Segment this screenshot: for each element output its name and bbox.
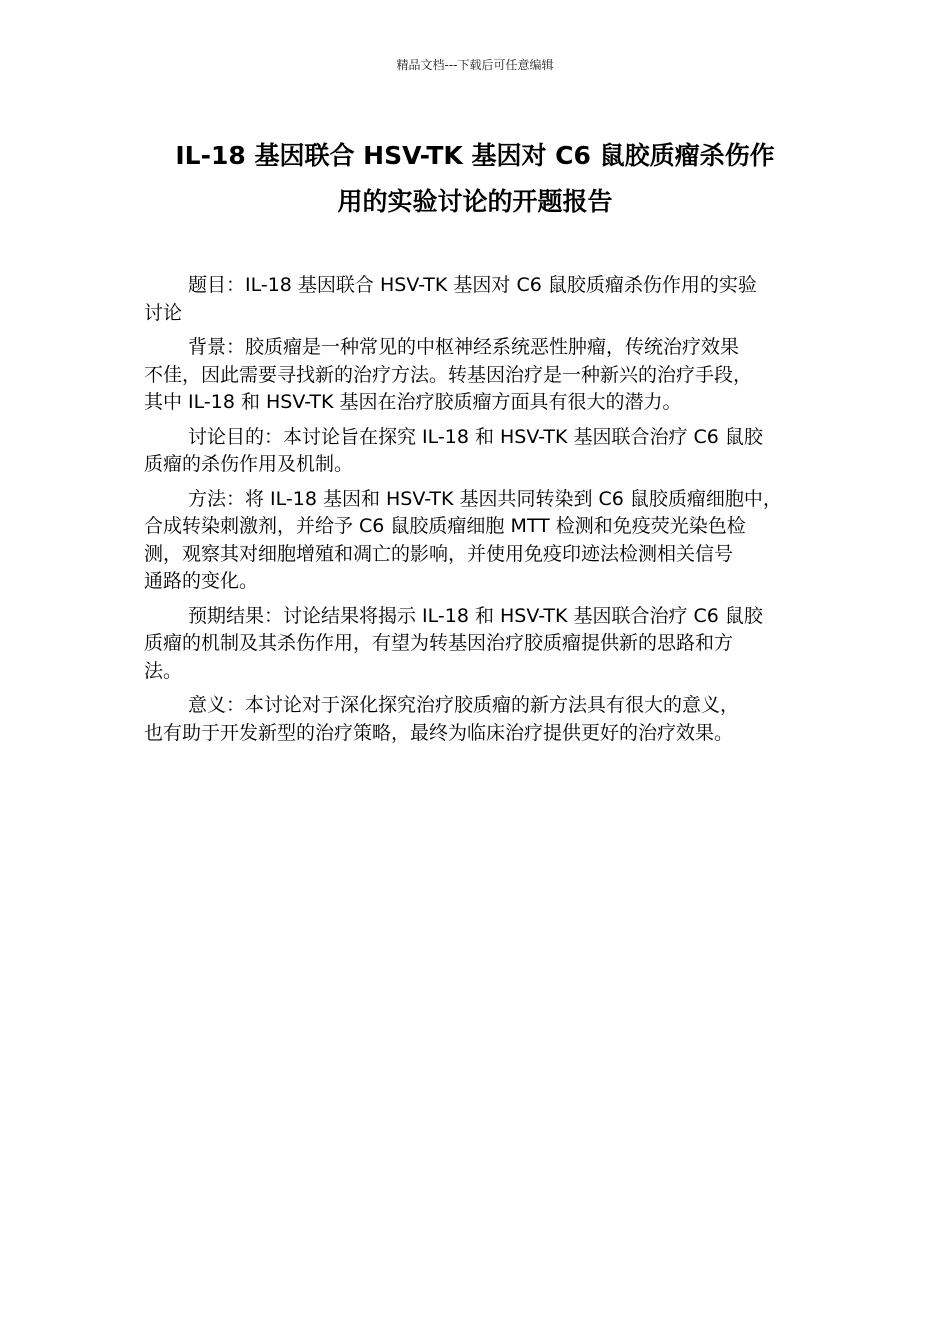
paragraph-line: 讨论 bbox=[144, 301, 183, 324]
paragraph-methods bbox=[144, 486, 816, 596]
paragraph-line: 讨论目的：本讨论旨在探究 IL-18 和 HSV-TK 基因联合治疗 C6 鼠胶 bbox=[188, 425, 763, 448]
paragraph-line: 方法：将 IL-18 基因和 HSV-TK 基因共同转染到 C6 鼠胶质瘤细胞中， bbox=[188, 487, 782, 510]
paragraph-line: 背景：胶质瘤是一种常见的中枢神经系统恶性肿瘤，传统治疗效果 bbox=[188, 336, 740, 358]
paragraph-line: 不佳，因此需要寻找新的治疗方法。转基因治疗是一种新兴的治疗手段， bbox=[144, 363, 753, 386]
paragraph-line: 预期结果：讨论结果将揭示 IL-18 和 HSV-TK 基因联合治疗 C6 鼠胶 bbox=[188, 604, 763, 627]
paragraph-line: 其中 IL-18 和 HSV-TK 基因在治疗胶质瘤方面具有很大的潜力。 bbox=[144, 391, 682, 413]
paragraph-background bbox=[144, 334, 816, 417]
paragraph-line: 法。 bbox=[144, 659, 183, 682]
paragraph-purpose bbox=[144, 424, 816, 479]
paragraph-line: 题目：IL-18 基因联合 HSV-TK 基因对 C6 鼠胶质瘤杀伤作用的实验 bbox=[188, 274, 757, 296]
document-title bbox=[140, 133, 810, 225]
paragraph-significance bbox=[144, 692, 816, 747]
paragraph-line: 通路的变化。 bbox=[144, 570, 259, 592]
paragraph-line: 质瘤的机制及其杀伤作用，有望为转基因治疗胶质瘤提供新的思路和方 bbox=[144, 632, 734, 654]
paragraph-line: 意义：本讨论对于深化探究治疗胶质瘤的新方法具有很大的意义， bbox=[188, 694, 740, 716]
paragraph-line: 合成转染刺激剂，并给予 C6 鼠胶质瘤细胞 MTT 检测和免疫荧光染色检 bbox=[144, 515, 746, 537]
document-body bbox=[144, 272, 816, 754]
paragraph-expected-results bbox=[144, 603, 816, 686]
paragraph-line: 也有助于开发新型的治疗策略，最终为临床治疗提供更好的治疗效果。 bbox=[144, 721, 734, 744]
paragraph-topic bbox=[144, 272, 816, 327]
header-note: 精品文档---下载后可任意编辑 bbox=[396, 58, 554, 72]
paragraph-line: 测，观察其对细胞增殖和凋亡的影响，并使用免疫印迹法检测相关信号 bbox=[144, 542, 734, 565]
title-line: 用的实验讨论的开题报告 bbox=[337, 187, 613, 216]
paragraph-line: 质瘤的杀伤作用及机制。 bbox=[144, 453, 354, 475]
title-line: IL-18 基因联合 HSV-TK 基因对 C6 鼠胶质瘤杀伤作 bbox=[175, 141, 775, 170]
